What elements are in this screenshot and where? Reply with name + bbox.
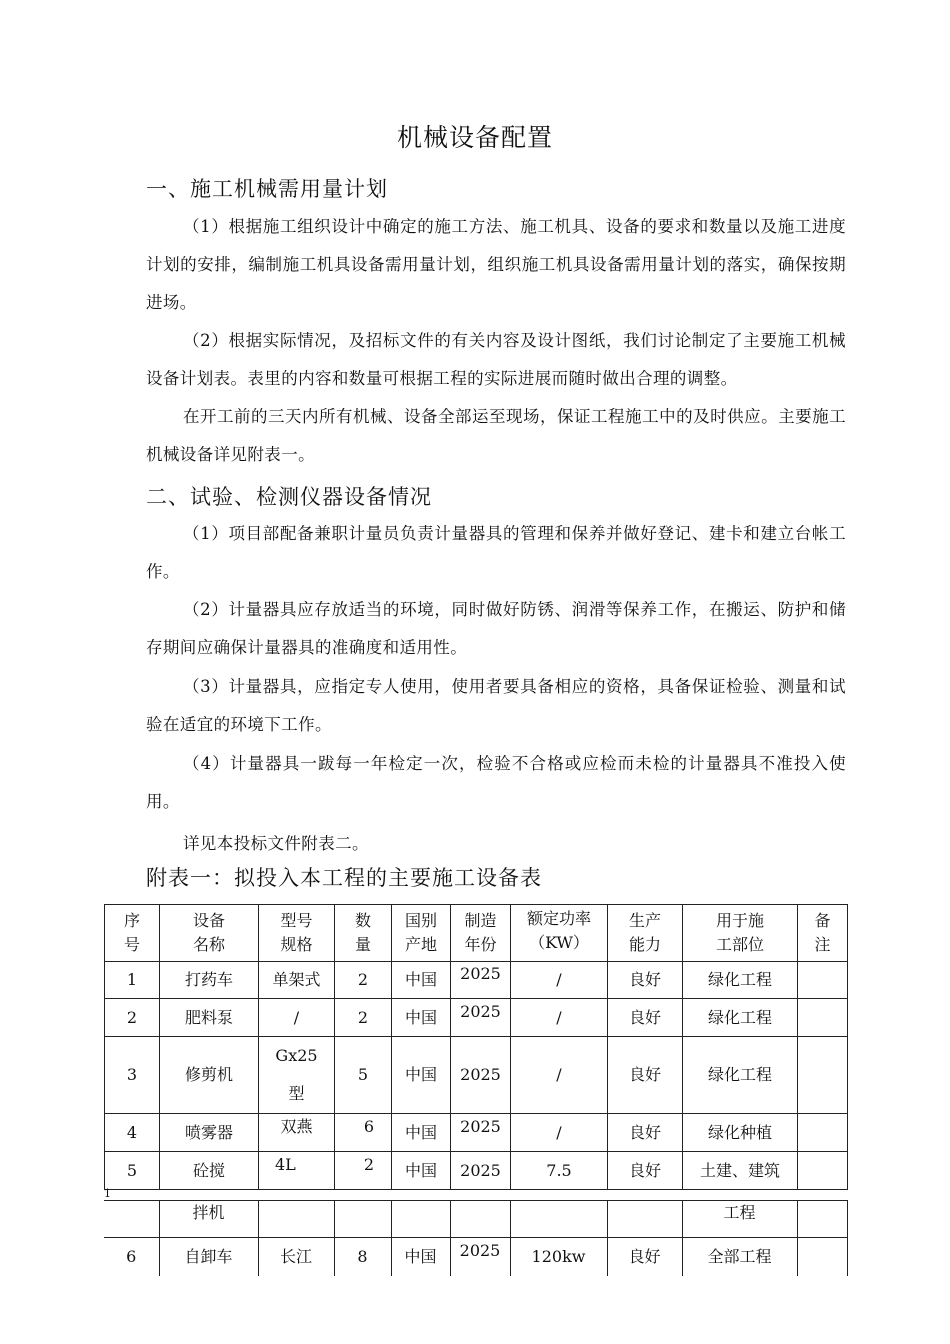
table-cell: 打药车	[160, 962, 259, 999]
header-cell: 额定功率 （KW）	[511, 905, 608, 962]
table-row	[105, 962, 848, 999]
table-cell: /	[511, 1114, 608, 1152]
table-cell: 3	[105, 1037, 160, 1114]
table-cell	[798, 962, 848, 999]
table-row	[105, 1114, 848, 1152]
table-cell: 双燕	[259, 1114, 335, 1152]
table-cell: 2025	[451, 1152, 511, 1190]
section2-paragraph-1: （1）项目部配备兼职计量员负责计量器具的管理和保养并做好登记、建卡和建立台帐工作。	[146, 524, 846, 581]
table-cell	[334, 1201, 391, 1238]
section2-paragraph-4: （4）计量器具一跋每一年检定一次，检验不合格或应检而未检的计量器具不准投入使用。	[146, 754, 846, 811]
header-cell: 生产 能力	[608, 905, 683, 962]
table-cell: 2	[335, 962, 392, 999]
table-cell: 中国	[391, 1238, 450, 1276]
section1-heading: 一、施工机械需用量计划	[146, 177, 388, 201]
table-cell: 1	[105, 962, 160, 999]
table-cell: 4L	[259, 1152, 335, 1190]
table-cell: 土建、建筑	[683, 1152, 798, 1190]
header-cell: 备 注	[798, 905, 848, 962]
section2-paragraph-3: （3）计量器具，应指定专人使用，使用者要具备相应的资格，具备保证检验、测量和试验在适宜的环境下工作。	[146, 677, 846, 734]
table-caption: 附表一：拟投入本工程的主要施工设备表	[146, 866, 542, 890]
table-cell: 绿化工程	[683, 1037, 798, 1114]
table-cell: 7.5	[511, 1152, 608, 1190]
table-cell: 砼搅	[160, 1152, 259, 1190]
table-cell: /	[259, 999, 335, 1037]
header-cell: 制造 年份	[451, 905, 511, 962]
table-cell: 2025	[451, 999, 511, 1037]
table-cell: 2025	[451, 962, 511, 999]
header-cell: 设备 名称	[160, 905, 259, 962]
table-cell: 中国	[392, 999, 451, 1037]
table-row	[105, 999, 848, 1037]
equipment-table	[104, 904, 848, 1190]
table-cell	[607, 1201, 682, 1238]
table-cell: 良好	[608, 962, 683, 999]
table-cell: 2	[335, 1152, 392, 1190]
table-cell: /	[511, 1037, 608, 1114]
table-cell	[258, 1201, 334, 1238]
table-cell: 良好	[608, 1037, 683, 1114]
table-cell: 2025	[451, 1114, 511, 1152]
header-cell: 数 量	[335, 905, 392, 962]
table-cell: 6	[104, 1238, 159, 1276]
table-cell: 中国	[392, 1037, 451, 1114]
table-cell: 2025	[450, 1238, 510, 1276]
header-cell: 型号 规格	[259, 905, 335, 962]
header-cell: 用于施 工部位	[683, 905, 798, 962]
table-cell: 良好	[608, 999, 683, 1037]
table-cell: 2025	[451, 1037, 511, 1114]
table-row	[105, 1037, 848, 1114]
table-cell: 绿化工程	[683, 999, 798, 1037]
table-cell: 中国	[392, 1114, 451, 1152]
table-cell	[798, 1114, 848, 1152]
section2-paragraph-5: 详见本投标文件附表二。	[183, 834, 369, 853]
table-cell: 绿化工程	[683, 962, 798, 999]
table-header-row	[105, 905, 848, 962]
header-cell: 国别 产地	[392, 905, 451, 962]
table-cell: 5	[105, 1152, 160, 1190]
table-cell: 修剪机	[160, 1037, 259, 1114]
table-cell: 工程	[682, 1201, 797, 1238]
table-row	[104, 1238, 847, 1276]
table-cell: 8	[334, 1238, 391, 1276]
table-row	[105, 1152, 848, 1190]
section2-heading: 二、试验、检测仪器设备情况	[146, 485, 432, 509]
table-cell	[450, 1201, 510, 1238]
table-cell	[797, 1238, 847, 1276]
table-cell	[798, 1037, 848, 1114]
table-cell: 长江	[258, 1238, 334, 1276]
table-cell	[510, 1201, 607, 1238]
table-cell: 120kw	[510, 1238, 607, 1276]
section2-paragraph-2: （2）计量器具应存放适当的环境，同时做好防锈、润滑等保养工作，在搬运、防护和储存期间应确保计量器具的准确度和适用性。	[146, 600, 846, 657]
table-cell	[104, 1201, 159, 1238]
table-cell: 良好	[608, 1152, 683, 1190]
table-cell: 良好	[607, 1238, 682, 1276]
table-cell	[798, 999, 848, 1037]
table-cell: 肥料泵	[160, 999, 259, 1037]
table-cell: /	[511, 999, 608, 1037]
table-cell: 拌机	[159, 1201, 258, 1238]
header-cell: 序 号	[105, 905, 160, 962]
table-cell	[798, 1152, 848, 1190]
table-cell: 2	[105, 999, 160, 1037]
table-cell: 中国	[392, 962, 451, 999]
table-cell: /	[511, 962, 608, 999]
table-cell: 喷雾器	[160, 1114, 259, 1152]
table-cell: 中国	[392, 1152, 451, 1190]
table-cell: 绿化种植	[683, 1114, 798, 1152]
table-cell: 6	[335, 1114, 392, 1152]
section1-paragraph-1: （1）根据施工组织设计中确定的施工方法、施工机具、设备的要求和数量以及施工进度计划的安排，编制施工机具设备需用量计划，组织施工机具设备需用量计划的落实，确保按期进场。	[146, 217, 846, 312]
page-title: 机械设备配置	[396, 123, 553, 152]
table-cell: 单架式	[259, 962, 335, 999]
table-row	[104, 1201, 847, 1238]
page-number: 1	[104, 1187, 111, 1200]
table-cell	[391, 1201, 450, 1238]
equipment-table-continued	[104, 1200, 848, 1276]
table-cell: Gx25 型	[259, 1037, 335, 1114]
table-cell: 2	[335, 999, 392, 1037]
section1-paragraph-3: 在开工前的三天内所有机械、设备全部运至现场，保证工程施工中的及时供应。主要施工机械设备详见附表一。	[146, 407, 846, 464]
section1-paragraph-2: （2）根据实际情况，及招标文件的有关内容及设计图纸，我们讨论制定了主要施工机械设备计划表。表里的内容和数量可根据工程的实际进展而随时做出合理的调整。	[146, 331, 846, 388]
table-cell	[797, 1201, 847, 1238]
table-cell: 4	[105, 1114, 160, 1152]
table-cell: 自卸车	[159, 1238, 258, 1276]
table-cell: 5	[335, 1037, 392, 1114]
table-cell: 良好	[608, 1114, 683, 1152]
table-cell: 全部工程	[682, 1238, 797, 1276]
